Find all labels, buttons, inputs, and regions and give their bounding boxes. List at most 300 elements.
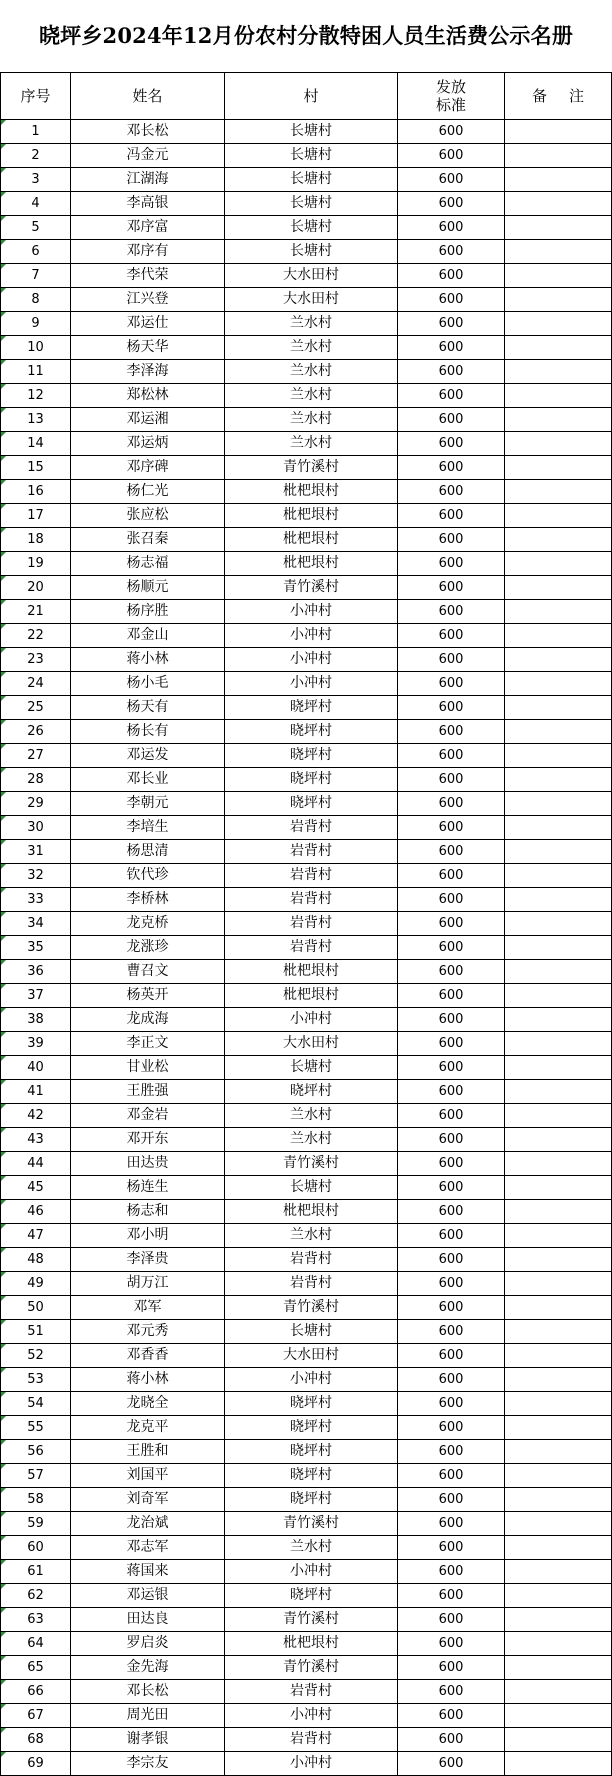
note-cell [505,1320,612,1344]
amount-cell: 600 [398,1704,505,1728]
table-row [1,1176,612,1200]
table-row [1,1320,612,1344]
village-cell: 岩背村 [225,1728,398,1752]
name-cell: 龙治斌 [71,1512,225,1536]
seq-cell: 33 [1,888,71,912]
village-cell: 岩背村 [225,912,398,936]
seq-cell: 52 [1,1344,71,1368]
name-cell: 王胜和 [71,1440,225,1464]
seq-cell: 42 [1,1104,71,1128]
header-seq: 序号 [1,73,71,120]
village-cell: 长塘村 [225,1056,398,1080]
name-cell: 李桥林 [71,888,225,912]
name-cell: 龙克桥 [71,912,225,936]
amount-cell: 600 [398,888,505,912]
seq-cell: 21 [1,600,71,624]
amount-cell: 600 [398,624,505,648]
table-row [1,576,612,600]
table-row [1,1392,612,1416]
amount-cell: 600 [398,1320,505,1344]
seq-cell: 6 [1,240,71,264]
village-cell: 晓坪村 [225,1416,398,1440]
seq-cell: 38 [1,1008,71,1032]
amount-cell: 600 [398,144,505,168]
note-cell [505,1032,612,1056]
village-cell: 长塘村 [225,192,398,216]
note-cell [505,456,612,480]
amount-cell: 600 [398,456,505,480]
table-row [1,816,612,840]
table-row [1,360,612,384]
seq-cell: 17 [1,504,71,528]
table-row [1,528,612,552]
note-cell [505,1680,612,1704]
table-row [1,192,612,216]
village-cell: 枇杷垠村 [225,984,398,1008]
village-cell: 晓坪村 [225,696,398,720]
table-row [1,1608,612,1632]
table-row [1,672,612,696]
table-row [1,1512,612,1536]
table-row [1,624,612,648]
village-cell: 岩背村 [225,1680,398,1704]
seq-cell: 25 [1,696,71,720]
note-cell [505,1176,612,1200]
note-cell [505,1752,612,1776]
village-cell: 兰水村 [225,384,398,408]
note-cell [505,1632,612,1656]
seq-cell: 60 [1,1536,71,1560]
village-cell: 晓坪村 [225,1584,398,1608]
seq-cell: 37 [1,984,71,1008]
name-cell: 李泽海 [71,360,225,384]
table-row [1,888,612,912]
village-cell: 枇杷垠村 [225,480,398,504]
village-cell: 兰水村 [225,432,398,456]
seq-cell: 10 [1,336,71,360]
name-cell: 田达贵 [71,1152,225,1176]
name-cell: 李朝元 [71,792,225,816]
amount-cell: 600 [398,984,505,1008]
seq-cell: 41 [1,1080,71,1104]
note-cell [505,1128,612,1152]
roster-table [0,72,612,1776]
seq-cell: 48 [1,1248,71,1272]
header-row [1,73,612,120]
amount-cell: 600 [398,1512,505,1536]
seq-cell: 30 [1,816,71,840]
village-cell: 枇杷垠村 [225,1200,398,1224]
village-cell: 青竹溪村 [225,1656,398,1680]
name-cell: 周光田 [71,1704,225,1728]
table-row [1,336,612,360]
seq-cell: 54 [1,1392,71,1416]
amount-cell: 600 [398,672,505,696]
amount-cell: 600 [398,936,505,960]
village-cell: 长塘村 [225,120,398,144]
seq-cell: 63 [1,1608,71,1632]
amount-cell: 600 [398,120,505,144]
table-header [1,73,612,120]
note-cell [505,696,612,720]
name-cell: 邓序有 [71,240,225,264]
village-cell: 兰水村 [225,1224,398,1248]
seq-cell: 68 [1,1728,71,1752]
amount-cell: 600 [398,1608,505,1632]
amount-cell: 600 [398,1032,505,1056]
table-row [1,1272,612,1296]
seq-cell: 13 [1,408,71,432]
name-cell: 杨序胜 [71,600,225,624]
village-cell: 长塘村 [225,1320,398,1344]
village-cell: 青竹溪村 [225,1296,398,1320]
table-row [1,120,612,144]
amount-cell: 600 [398,1728,505,1752]
table-row [1,408,612,432]
amount-cell: 600 [398,1344,505,1368]
amount-cell: 600 [398,192,505,216]
village-cell: 大水田村 [225,1344,398,1368]
seq-cell: 2 [1,144,71,168]
table-row [1,480,612,504]
table-row [1,1536,612,1560]
amount-cell: 600 [398,360,505,384]
table-row [1,648,612,672]
note-cell [505,552,612,576]
note-cell [505,1152,612,1176]
note-cell [505,1440,612,1464]
amount-cell: 600 [398,1104,505,1128]
document-title: 晓坪乡2024年12月份农村分散特困人员生活费公示名册 [38,23,574,48]
note-cell [505,1536,612,1560]
note-cell [505,1704,612,1728]
village-cell: 青竹溪村 [225,1512,398,1536]
village-cell: 青竹溪村 [225,1152,398,1176]
name-cell: 田达良 [71,1608,225,1632]
note-cell [505,960,612,984]
note-cell [505,432,612,456]
village-cell: 长塘村 [225,240,398,264]
seq-cell: 40 [1,1056,71,1080]
note-cell [505,1008,612,1032]
note-cell [505,1512,612,1536]
village-cell: 小冲村 [225,648,398,672]
seq-cell: 9 [1,312,71,336]
note-cell [505,360,612,384]
village-cell: 长塘村 [225,216,398,240]
note-cell [505,1416,612,1440]
seq-cell: 29 [1,792,71,816]
seq-cell: 39 [1,1032,71,1056]
table-row [1,1584,612,1608]
name-cell: 邓运炳 [71,432,225,456]
seq-cell: 27 [1,744,71,768]
table-row [1,1008,612,1032]
amount-cell: 600 [398,1488,505,1512]
name-cell: 邓长松 [71,120,225,144]
seq-cell: 35 [1,936,71,960]
seq-cell: 1 [1,120,71,144]
note-cell [505,1104,612,1128]
village-cell: 长塘村 [225,1176,398,1200]
seq-cell: 11 [1,360,71,384]
name-cell: 杨志和 [71,1200,225,1224]
amount-cell: 600 [398,960,505,984]
note-cell [505,1560,612,1584]
name-cell: 刘国平 [71,1464,225,1488]
note-cell [505,912,612,936]
amount-cell: 600 [398,312,505,336]
header-note: 备注 [505,73,612,120]
village-cell: 晓坪村 [225,1464,398,1488]
seq-cell: 3 [1,168,71,192]
table-row [1,792,612,816]
village-cell: 青竹溪村 [225,456,398,480]
seq-cell: 5 [1,216,71,240]
note-cell [505,1656,612,1680]
note-cell [505,816,612,840]
amount-cell: 600 [398,1392,505,1416]
amount-cell: 600 [398,744,505,768]
table-row [1,1488,612,1512]
seq-cell: 22 [1,624,71,648]
amount-cell: 600 [398,1248,505,1272]
name-cell: 蒋国来 [71,1560,225,1584]
table-row [1,768,612,792]
note-cell [505,888,612,912]
amount-cell: 600 [398,1008,505,1032]
name-cell: 李代荣 [71,264,225,288]
seq-cell: 32 [1,864,71,888]
name-cell: 罗启炎 [71,1632,225,1656]
village-cell: 青竹溪村 [225,576,398,600]
note-cell [505,600,612,624]
amount-cell: 600 [398,288,505,312]
amount-cell: 600 [398,1680,505,1704]
seq-cell: 20 [1,576,71,600]
village-cell: 晓坪村 [225,744,398,768]
village-cell: 小冲村 [225,1560,398,1584]
table-row [1,1224,612,1248]
name-cell: 邓军 [71,1296,225,1320]
amount-cell: 600 [398,1224,505,1248]
note-cell [505,1368,612,1392]
table-row [1,1560,612,1584]
seq-cell: 28 [1,768,71,792]
amount-cell: 600 [398,1080,505,1104]
village-cell: 兰水村 [225,1536,398,1560]
note-cell [505,1392,612,1416]
name-cell: 郑松林 [71,384,225,408]
name-cell: 张召秦 [71,528,225,552]
amount-cell: 600 [398,1560,505,1584]
name-cell: 李正文 [71,1032,225,1056]
note-cell [505,792,612,816]
table-row [1,216,612,240]
seq-cell: 34 [1,912,71,936]
name-cell: 王胜强 [71,1080,225,1104]
table-row [1,1440,612,1464]
amount-cell: 600 [398,432,505,456]
seq-cell: 12 [1,384,71,408]
note-cell [505,336,612,360]
village-cell: 晓坪村 [225,792,398,816]
note-cell [505,768,612,792]
name-cell: 李培生 [71,816,225,840]
village-cell: 兰水村 [225,1128,398,1152]
table-row [1,1296,612,1320]
table-row [1,744,612,768]
amount-cell: 600 [398,1128,505,1152]
seq-cell: 51 [1,1320,71,1344]
seq-cell: 67 [1,1704,71,1728]
name-cell: 金先海 [71,1656,225,1680]
name-cell: 龙晓全 [71,1392,225,1416]
note-cell [505,408,612,432]
table-row [1,1104,612,1128]
name-cell: 谢孝银 [71,1728,225,1752]
village-cell: 枇杷垠村 [225,960,398,984]
note-cell [505,168,612,192]
amount-cell: 600 [398,480,505,504]
amount-cell: 600 [398,696,505,720]
name-cell: 邓小明 [71,1224,225,1248]
note-cell [505,624,612,648]
name-cell: 李宗友 [71,1752,225,1776]
table-row [1,432,612,456]
note-cell [505,312,612,336]
note-cell [505,192,612,216]
note-cell [505,720,612,744]
village-cell: 兰水村 [225,312,398,336]
amount-cell: 600 [398,336,505,360]
table-row [1,240,612,264]
table-row [1,144,612,168]
village-cell: 岩背村 [225,936,398,960]
table-row [1,384,612,408]
village-cell: 大水田村 [225,1032,398,1056]
note-cell [505,528,612,552]
amount-cell: 600 [398,1752,505,1776]
village-cell: 兰水村 [225,1104,398,1128]
header-standard-text: 发放标准 [435,78,466,114]
name-cell: 杨天有 [71,696,225,720]
seq-cell: 58 [1,1488,71,1512]
note-cell [505,1728,612,1752]
note-cell [505,1224,612,1248]
note-cell [505,288,612,312]
amount-cell: 600 [398,528,505,552]
amount-cell: 600 [398,1368,505,1392]
note-cell [505,1584,612,1608]
amount-cell: 600 [398,1584,505,1608]
table-row [1,456,612,480]
name-cell: 邓元秀 [71,1320,225,1344]
table-row [1,1368,612,1392]
village-cell: 岩背村 [225,1272,398,1296]
name-cell: 甘业松 [71,1056,225,1080]
table-row [1,696,612,720]
seq-cell: 46 [1,1200,71,1224]
name-cell: 李高银 [71,192,225,216]
table-row [1,168,612,192]
note-cell [505,480,612,504]
amount-cell: 600 [398,168,505,192]
seq-cell: 53 [1,1368,71,1392]
village-cell: 岩背村 [225,888,398,912]
amount-cell: 600 [398,1152,505,1176]
amount-cell: 600 [398,1536,505,1560]
name-cell: 张应松 [71,504,225,528]
seq-cell: 18 [1,528,71,552]
name-cell: 杨思清 [71,840,225,864]
seq-cell: 36 [1,960,71,984]
note-cell [505,1296,612,1320]
seq-cell: 14 [1,432,71,456]
seq-cell: 50 [1,1296,71,1320]
name-cell: 杨顺元 [71,576,225,600]
village-cell: 晓坪村 [225,768,398,792]
name-cell: 邓序富 [71,216,225,240]
name-cell: 杨连生 [71,1176,225,1200]
table-row [1,1128,612,1152]
name-cell: 龙涨珍 [71,936,225,960]
amount-cell: 600 [398,816,505,840]
header-village: 村 [225,73,398,120]
table-row [1,1752,612,1776]
amount-cell: 600 [398,504,505,528]
name-cell: 冯金元 [71,144,225,168]
seq-cell: 19 [1,552,71,576]
table-row [1,1680,612,1704]
amount-cell: 600 [398,1200,505,1224]
note-cell [505,264,612,288]
note-cell [505,1608,612,1632]
seq-cell: 44 [1,1152,71,1176]
village-cell: 小冲村 [225,1008,398,1032]
name-cell: 江湖海 [71,168,225,192]
village-cell: 晓坪村 [225,1488,398,1512]
name-cell: 龙成海 [71,1008,225,1032]
amount-cell: 600 [398,576,505,600]
name-cell: 邓运银 [71,1584,225,1608]
table-row [1,1632,612,1656]
amount-cell: 600 [398,216,505,240]
table-row [1,864,612,888]
amount-cell: 600 [398,840,505,864]
name-cell: 刘奇军 [71,1488,225,1512]
name-cell: 邓香香 [71,1344,225,1368]
note-cell [505,864,612,888]
table-row [1,1704,612,1728]
village-cell: 岩背村 [225,840,398,864]
name-cell: 杨仁光 [71,480,225,504]
table-row [1,720,612,744]
name-cell: 江兴登 [71,288,225,312]
table-row [1,1416,612,1440]
name-cell: 邓开东 [71,1128,225,1152]
seq-cell: 24 [1,672,71,696]
table-body [1,120,612,1776]
table-row [1,600,612,624]
seq-cell: 56 [1,1440,71,1464]
seq-cell: 31 [1,840,71,864]
note-cell [505,1464,612,1488]
seq-cell: 62 [1,1584,71,1608]
amount-cell: 600 [398,600,505,624]
village-cell: 枇杷垠村 [225,1632,398,1656]
seq-cell: 55 [1,1416,71,1440]
